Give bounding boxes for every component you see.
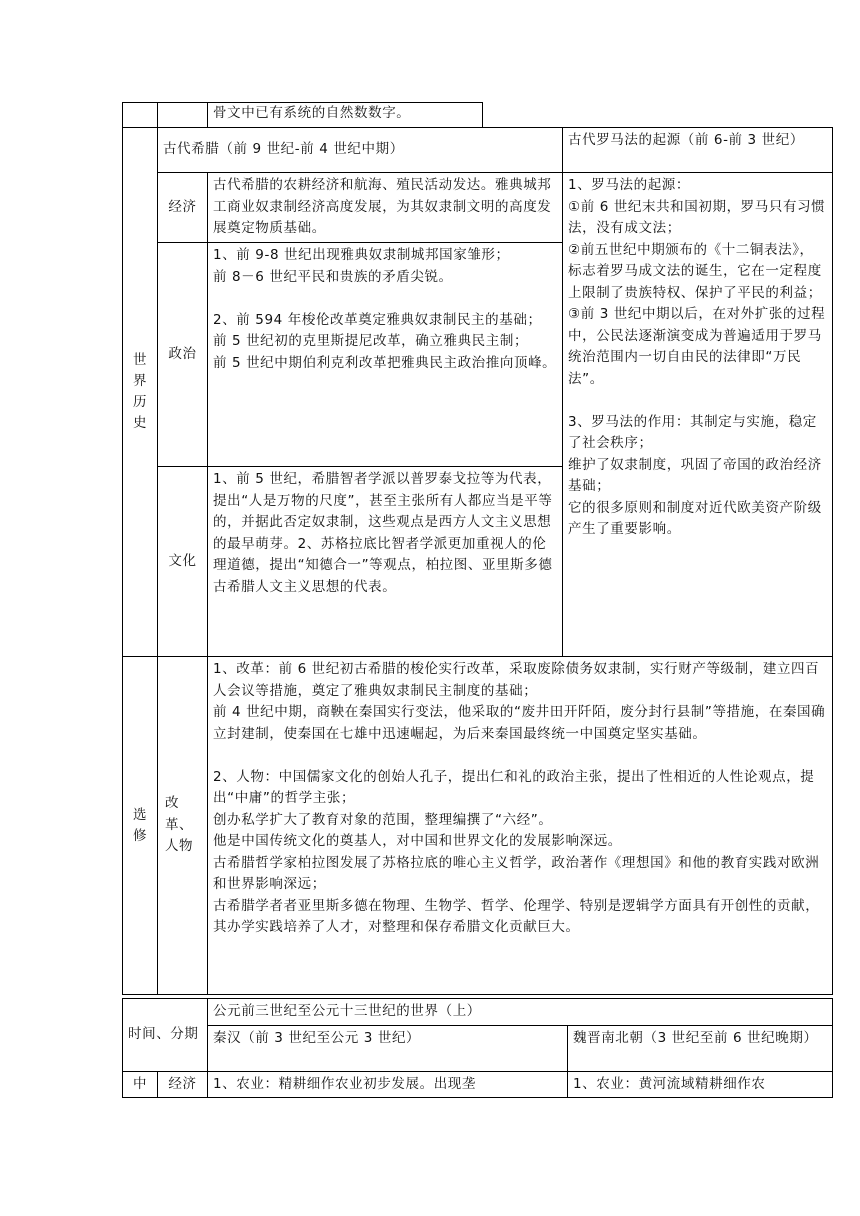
person-para-4: 古希腊哲学家柏拉图发展了苏格拉底的唯心主义哲学，政治著作《理想国》和他的教育实践对欧洲和世界影响深远；	[213, 854, 820, 892]
culture-label: 文化	[158, 467, 208, 657]
politics-para-4: 前 5 世纪初的克里斯提尼改革，确立雅典民主制；	[213, 333, 529, 349]
person-para-3: 他是中国传统文化的奠基人，对中国和世界文化的发展影响深远。	[213, 833, 622, 849]
politics-text	[208, 243, 563, 467]
reform-para-2: 前 4 世纪中期，商鞅在秦国实行变法，他采取的“废井田开阡陌，废分封行县制”等措施，在秦国确立封建制，使秦国在七雄中迅速崛起，为后来秦国最终统一中国奠定坚实基础。	[213, 704, 826, 742]
politics-para-2: 前 8－6 世纪平民和贵族的矛盾尖锐。	[213, 268, 453, 285]
blank-cell	[158, 103, 208, 128]
period-title-row	[123, 999, 833, 1026]
period-title: 公元前三世纪至公元十三世纪的世界（上）	[208, 999, 833, 1026]
politics-para-5: 前 5 世纪中期伯利克利改革把雅典民主政治推向顶峰。	[213, 354, 557, 371]
weijin-economy-text: 1、农业：黄河流域精耕细作农	[568, 1071, 833, 1098]
world-history-header-row	[123, 128, 833, 173]
rome-origin-1: ①前 6 世纪末共和国初期，罗马只有习惯法，没有成文法；	[568, 198, 826, 236]
person-para-1: 2、人物：中国儒家文化的创始人孔子，提出仁和礼的政治主张，提出了性相近的人性论观点，提出“中庸”的哲学主张；	[213, 768, 815, 806]
economy-row-2	[123, 1071, 833, 1098]
rome-origin-3: ③前 3 世纪中期以后，在对外扩张的过程中，公民法逐渐演变成为普遍适用于罗马统治范围内一切自由民的法律即“万民法”。	[568, 306, 826, 387]
rome-role-3: 它的很多原则和制度对近代欧美资产阶级产生了重要影响。	[568, 499, 822, 537]
economy-text: 古代希腊的农耕经济和航海、殖民活动发达。雅典城邦工商业奴隶制经济高度发展，为其奴隶制文明的高度发展奠定物质基础。	[208, 173, 563, 243]
period-label: 时间、分期	[123, 999, 208, 1072]
weijin-header: 魏晋南北朝（3 世纪至前 6 世纪晚期）	[568, 1025, 833, 1071]
roman-law-cell	[563, 173, 833, 657]
elective-row	[123, 657, 833, 995]
rome-origin-2: ②前五世纪中期颁布的《十二铜表法》，标志着罗马成文法的诞生，它在一定程度上限制了贵族特权、保护了平民的利益；	[568, 241, 822, 301]
politics-para-3: 2、前 594 年梭伦改革奠定雅典奴隶制民主的基础；	[213, 311, 542, 328]
rome-origin-title: 1、罗马法的起源：	[568, 177, 690, 193]
politics-label: 政治	[158, 243, 208, 467]
economy-row	[123, 173, 833, 243]
china-side-label: 中	[123, 1071, 158, 1098]
period-columns-row	[123, 1025, 833, 1071]
qinhan-header: 秦汉（前 3 世纪至公元 3 世纪）	[208, 1025, 568, 1071]
elective-sub-label: 改革、人物	[158, 657, 208, 995]
person-para-2: 创办私学扩大了教育对象的范围，整理编撰了“六经”。	[213, 811, 553, 828]
rome-role: 3、罗马法的作用：其制定与实施，稳定了社会秩序；	[568, 413, 817, 451]
qinhan-economy-text: 1、农业：精耕细作农业初步发展。出现垄	[208, 1071, 568, 1098]
world-history-side-label: 世界历史	[123, 128, 158, 657]
blank-cell	[123, 103, 158, 128]
world-period-table	[122, 998, 833, 1098]
culture-text: 1、前 5 世纪，希腊智者学派以普罗泰戈拉等为代表，提出“人是万物的尺度”，甚至主张所有人都应当是平等的，并据此否定奴隶制，这些观点是西方人文主义思想的最早萌芽。2、苏格拉底比智者学派更加重视人的伦理道德，提出“知德合一”等观点，柏拉图、亚里斯多德古希腊人文主义思想的代表。	[208, 467, 563, 657]
continued-text: 骨文中已有系统的自然数数字。	[208, 103, 483, 128]
greece-header: 古代希腊（前 9 世纪-前 4 世纪中期）	[158, 128, 563, 173]
continued-row	[123, 103, 833, 128]
elective-side-label: 选修	[123, 657, 158, 995]
economy-label: 经济	[158, 173, 208, 243]
economy-label-2: 经济	[158, 1071, 208, 1098]
reform-para-1: 1、改革：前 6 世纪初古希腊的梭伦实行改革，采取废除债务奴隶制，实行财产等级制，建立四百人会议等措施，奠定了雅典奴隶制民主制度的基础；	[213, 661, 820, 699]
person-para-5: 古希腊学者者亚里斯多德在物理、生物学、哲学、伦理学、特别是逻辑学方面具有开创性的贡献，其办学实践培养了人才，对整理和保存希腊文化贡献巨大。	[213, 897, 820, 935]
world-history-table	[122, 102, 833, 995]
elective-text	[208, 657, 833, 995]
rome-header: 古代罗马法的起源（前 6-前 3 世纪）	[563, 128, 833, 173]
politics-para-1: 1、前 9-8 世纪出现雅典奴隶制城邦国家雏形；	[213, 247, 510, 263]
rome-role-2: 维护了奴隶制度，巩固了帝国的政治经济基础；	[568, 456, 822, 494]
